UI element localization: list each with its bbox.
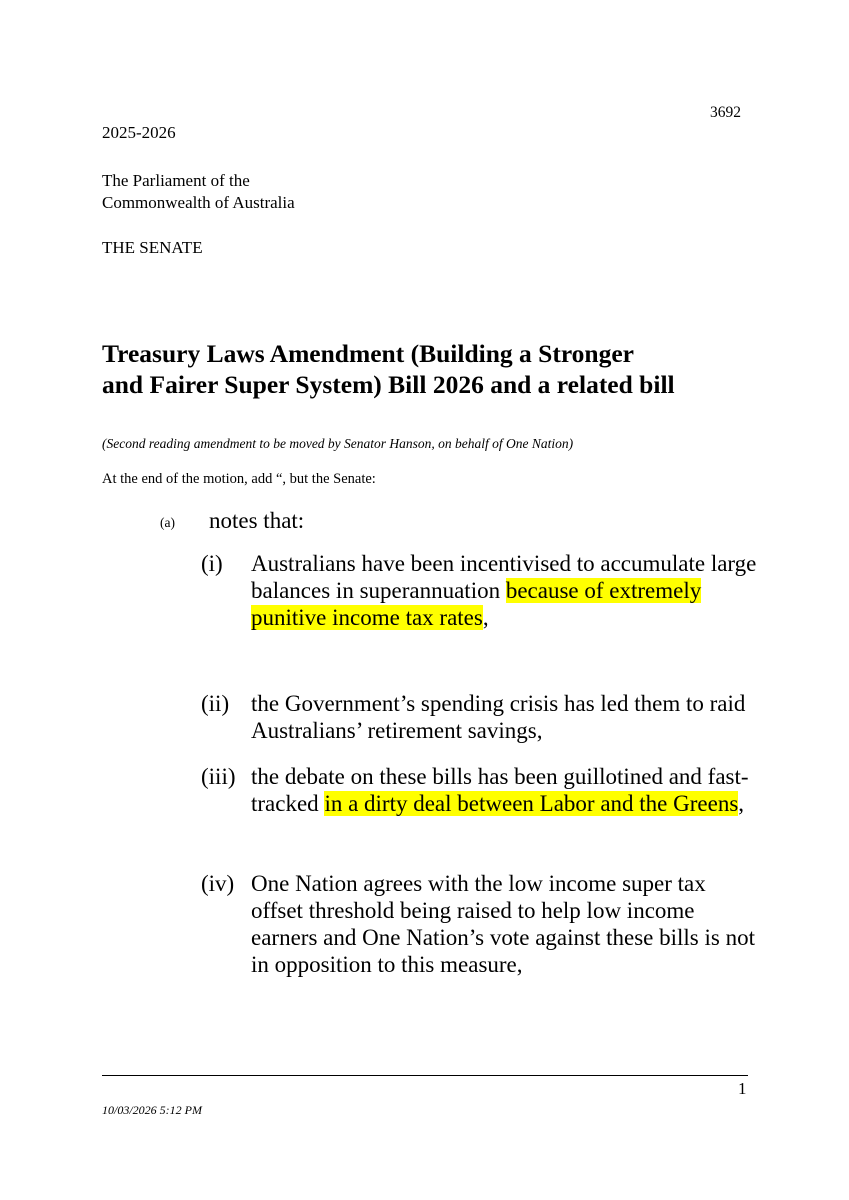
list-item-text <box>251 690 761 744</box>
list-item-text-plain: Australians have been incentivised to accumulate large balances in superannuation <box>251 551 757 603</box>
list-item-number: (iv) <box>201 871 235 896</box>
list-item-text <box>251 763 761 817</box>
motion-text: At the end of the motion, add “, but the Senate: <box>102 471 376 487</box>
list-item-iv <box>201 870 761 978</box>
list-item-number: (iii) <box>201 764 236 789</box>
highlighted-text: in a dirty deal between Labor and the Greens <box>324 791 739 816</box>
highlighted-text: because of extremely punitive income tax rates <box>251 578 702 630</box>
paragraph-text: notes that: <box>209 508 305 533</box>
list-item-number: (ii) <box>201 691 230 716</box>
footer-timestamp: 10/03/2026 5:12 PM <box>102 1103 202 1117</box>
list-item-ii <box>201 690 761 744</box>
parliament-name-line-1: The Parliament of the <box>102 171 250 190</box>
paragraph-marker: (a) <box>160 515 175 530</box>
document-number: 3692 <box>710 104 741 121</box>
list-item-text-plain: the Government’s spending crisis has led them to raid Australians’ retirement savings, <box>251 691 746 743</box>
bill-title-line-1: Treasury Laws Amendment (Building a Stronger <box>102 339 635 368</box>
chamber-name: THE SENATE <box>102 238 203 257</box>
footer-divider <box>102 1075 748 1076</box>
list-item-text-end: , <box>482 605 489 630</box>
list-item-text <box>251 870 761 978</box>
amendment-note: (Second reading amendment to be moved by Senator Hanson, on behalf of One Nation) <box>102 436 574 451</box>
list-item-number: (i) <box>201 551 223 576</box>
list-item-text-end: , <box>738 791 745 816</box>
parliamentary-session: 2025-2026 <box>102 123 176 142</box>
bill-title-line-2: and Fairer Super System) Bill 2026 and a related bill <box>102 370 675 399</box>
bill-title <box>102 338 792 400</box>
list-item-text-plain: the debate on these bills has been guillotined and fast-tracked <box>251 764 749 816</box>
list-item-text <box>251 550 761 631</box>
list-item-iii <box>201 763 761 817</box>
list-item-i <box>201 550 761 631</box>
parliament-name-line-2: Commonwealth of Australia <box>102 193 295 212</box>
list-item-text-plain: One Nation agrees with the low income super tax offset threshold being raised to help low income earners and One Nation’s vote against these bills is not in opposition to this measure, <box>251 871 755 977</box>
page-number: 1 <box>738 1079 747 1098</box>
parliament-name <box>102 170 295 214</box>
